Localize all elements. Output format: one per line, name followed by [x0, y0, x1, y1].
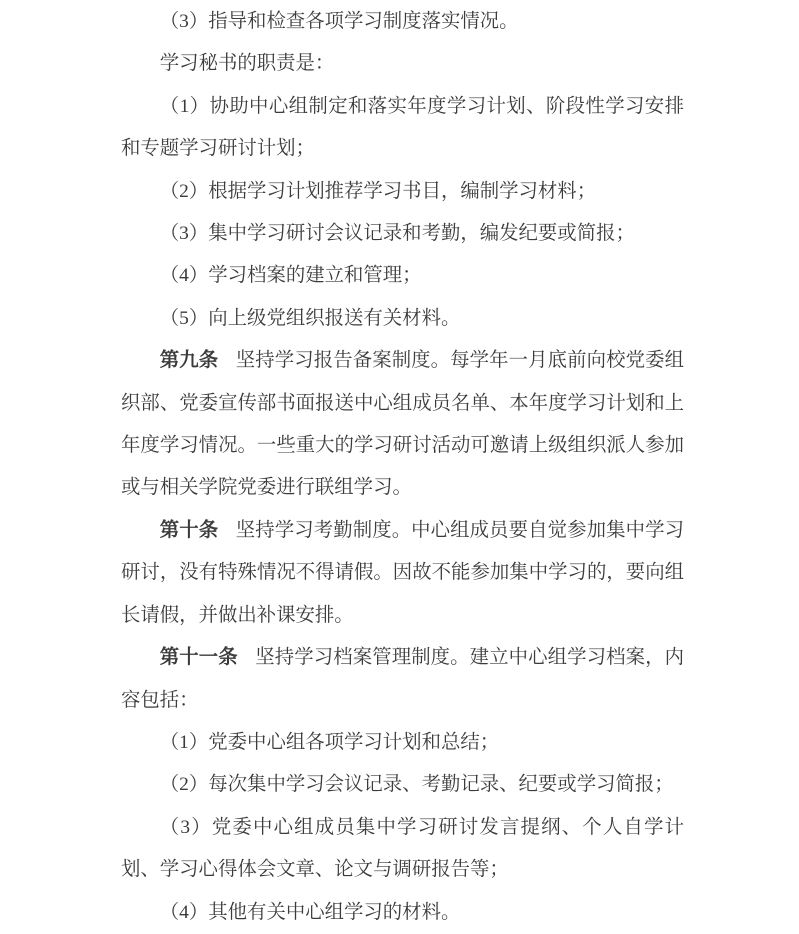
paragraph-text: （4）其他有关中心组学习的材料。 — [159, 901, 461, 923]
article-number: 第十一条 — [159, 647, 238, 669]
paragraph-text: （4）学习档案的建立和管理； — [159, 265, 422, 287]
paragraph-text: （2）根据学习计划推荐学习书目，编制学习材料； — [159, 180, 597, 202]
paragraph-text: （1）协助中心组制定和落实年度学习计划、阶段性学习安排和专题学习研讨计划； — [121, 95, 684, 160]
paragraph — [121, 43, 684, 85]
paragraph-article-9 — [121, 340, 684, 510]
paragraph — [121, 1, 684, 43]
paragraph — [121, 213, 684, 255]
article-number: 第九条 — [159, 350, 219, 372]
paragraph-text: 坚持学习报告备案制度。每学年一月底前向校党委组织部、党委宣传部书面报送中心组成员名单、本年度学习计划和上年度学习情况。一些重大的学习研讨活动可邀请上级组织派人参加或与相关学院党委进行联组学习。 — [121, 350, 685, 499]
paragraph-text: （3）指导和检查各项学习制度落实情况。 — [159, 11, 519, 32]
paragraph — [121, 764, 684, 806]
document-page — [121, 1, 684, 934]
paragraph-text: 坚持学习考勤制度。中心组成员要自觉参加集中学习研讨，没有特殊情况不得请假。因故不能参加集中学习的，要向组长请假，并做出补课安排。 — [121, 519, 685, 626]
paragraph-article-10 — [121, 510, 684, 637]
paragraph-text: （3）党委中心组成员集中学习研讨发言提纲、个人自学计划、学习心得体会文章、论文与调研报告等； — [121, 816, 684, 881]
paragraph-text: （5）向上级党组织报送有关材料。 — [159, 307, 461, 329]
paragraph — [121, 86, 684, 171]
paragraph — [121, 171, 684, 213]
paragraph-text: 坚持学习档案管理制度。建立中心组学习档案，内容包括： — [121, 647, 685, 711]
paragraph — [121, 722, 684, 764]
paragraph-text: （3）集中学习研讨会议记录和考勤，编发纪要或简报； — [159, 223, 635, 245]
paragraph — [121, 298, 684, 340]
paragraph-text: 学习秘书的职责是： — [159, 53, 335, 75]
paragraph-text: （1）党委中心组各项学习计划和总结； — [159, 731, 500, 753]
article-number: 第十条 — [159, 519, 219, 541]
paragraph — [121, 892, 684, 934]
paragraph — [121, 807, 684, 892]
paragraph-text: （2）每次集中学习会议记录、考勤记录、纪要或学习简报； — [159, 774, 674, 796]
paragraph — [121, 255, 684, 297]
paragraph-article-11 — [121, 637, 684, 722]
